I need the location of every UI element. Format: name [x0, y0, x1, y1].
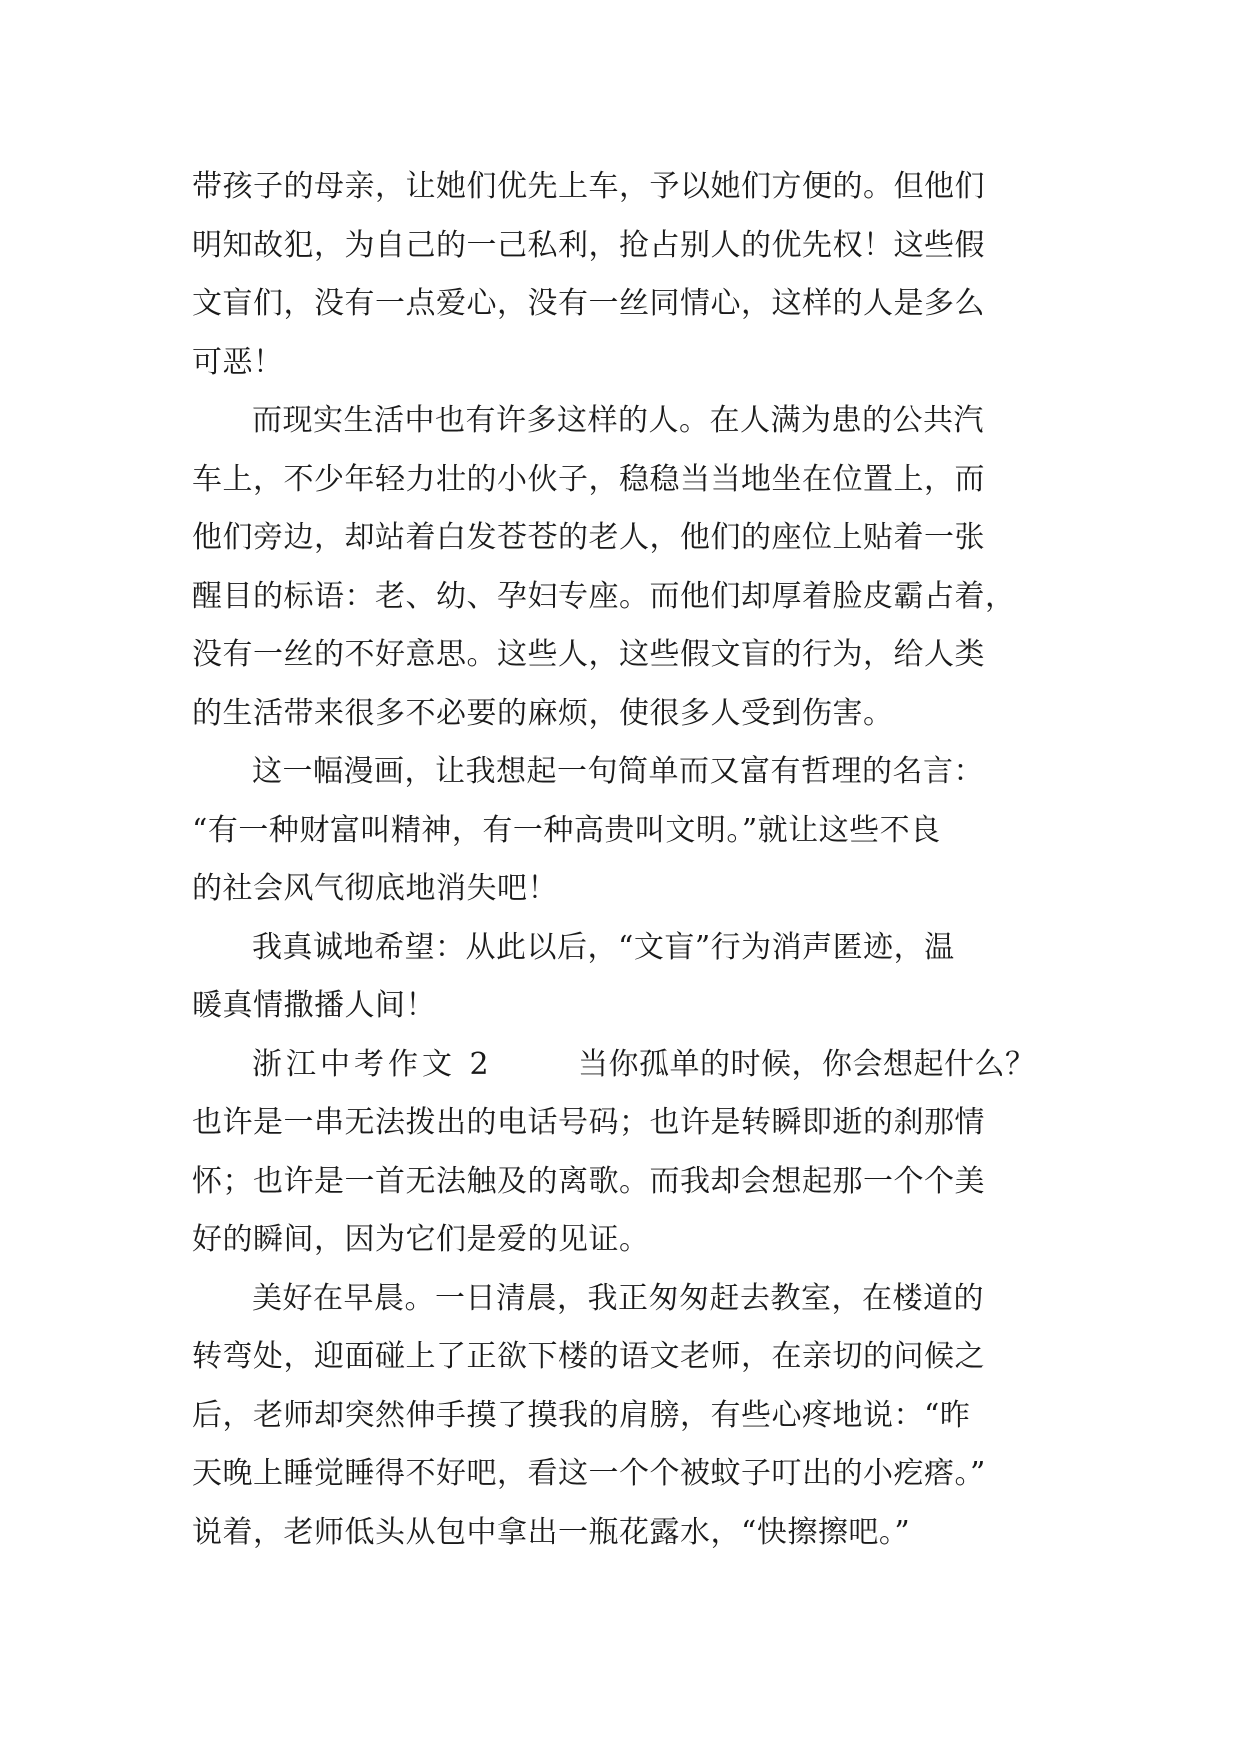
paragraph-line: 我真诚地希望：从此以后，“文盲”行为消声匿迹，温: [252, 929, 955, 965]
paragraph-line: 后，老师却突然伸手摸了摸我的肩膀，有些心疼地说：“昨: [192, 1397, 971, 1433]
paragraph-line: 天晚上睡觉睡得不好吧，看这一个个被蚊子叮出的小疙瘩。”: [192, 1456, 986, 1491]
essay-title-line: [192, 1036, 1050, 1095]
paragraph-line: 车上，不少年轻力壮的小伙子，稳稳当当地坐在位置上，而: [192, 461, 985, 497]
essay-body: [192, 158, 1050, 1562]
paragraph-line: 明知故犯，为自己的一己私利，抢占别人的优先权！这些假: [192, 227, 985, 263]
paragraph-line: 暖真情撒播人间！: [192, 988, 436, 1023]
paragraph-line: 文盲们，没有一点爱心，没有一丝同情心，这样的人是多么: [192, 286, 985, 321]
paragraph-line: 也许是一串无法拨出的电话号码；也许是转瞬即逝的刹那情: [192, 1105, 985, 1140]
paragraph-line: 醒目的标语：老、幼、孕妇专座。而他们却厚着脸皮霸占着，: [192, 578, 1016, 614]
paragraph-line: 转弯处，迎面碰上了正欲下楼的语文老师，在亲切的问候之: [192, 1339, 985, 1374]
paragraph-line: 好的瞬间，因为它们是爱的见证。: [192, 1222, 650, 1257]
paragraph-line: 怀；也许是一首无法触及的离歌。而我却会想起那一个个美: [192, 1163, 985, 1199]
paragraph-line: 的生活带来很多不必要的麻烦，使很多人受到伤害。: [192, 695, 894, 731]
paragraph-line: 带孩子的母亲，让她们优先上车，予以她们方便的。但他们: [192, 169, 985, 204]
paragraph-line: 的社会风气彻底地消失吧！: [192, 871, 558, 906]
paragraph-line: 没有一丝的不好意思。这些人，这些假文盲的行为，给人类: [192, 637, 985, 672]
essay-title: 浙江中考作文 2: [252, 1046, 493, 1082]
paragraph-line: 这一幅漫画，让我想起一句简单而又富有哲理的名言：: [252, 754, 984, 789]
paragraph-line: 可恶！: [192, 344, 284, 380]
essay-first-line: 当你孤单的时候，你会想起什么？: [578, 1046, 1036, 1082]
paragraph-line: 他们旁边，却站着白发苍苍的老人，他们的座位上贴着一张: [192, 520, 985, 555]
paragraph-line: 而现实生活中也有许多这样的人。在人满为患的公共汽: [252, 403, 984, 438]
paragraph-line: 说着，老师低头从包中拿出一瓶花露水，“快擦擦吧。”: [192, 1514, 911, 1550]
paragraph-line: “有一种财富叫精神，有一种高贵叫文明。”就让这些不良: [192, 812, 941, 848]
paragraph-line: 美好在早晨。一日清晨，我正匆匆赶去教室，在楼道的: [252, 1280, 984, 1316]
